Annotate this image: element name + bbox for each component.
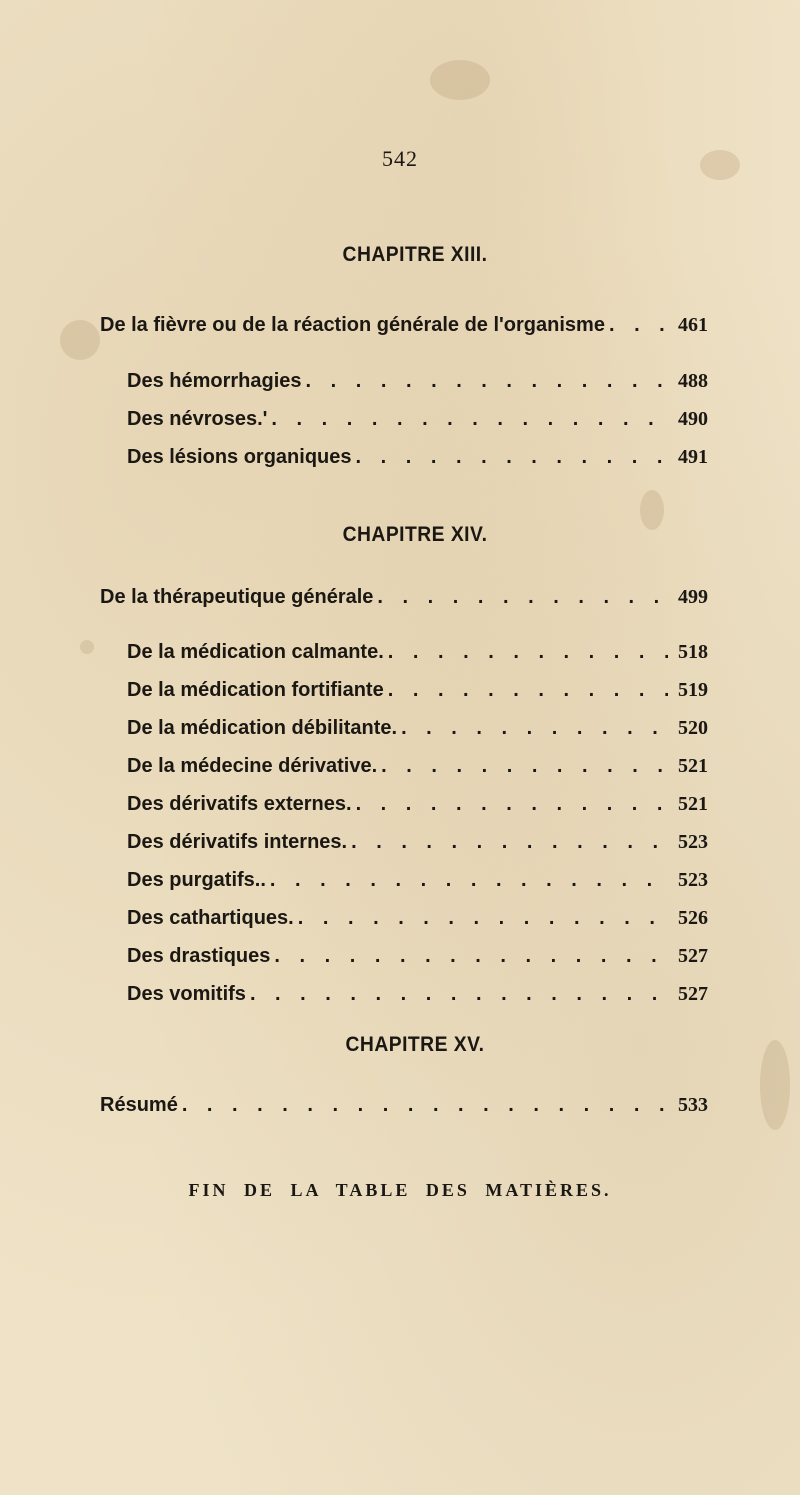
toc-entry-label: Résumé — [100, 1094, 178, 1116]
dot-leader — [267, 408, 668, 431]
toc-entry[interactable] — [127, 679, 708, 702]
dot-leader — [373, 586, 668, 609]
dot-leader — [352, 446, 668, 469]
dot-leader — [178, 1094, 668, 1117]
toc-entry-label: De la thérapeutique générale — [100, 586, 374, 608]
dot-leader — [302, 370, 668, 393]
toc-entry-page: 518 — [678, 641, 708, 663]
toc-entry-page: 533 — [678, 1094, 708, 1116]
toc-entry-label: De la médecine dérivative. — [127, 755, 378, 777]
toc-entry[interactable] — [127, 370, 708, 393]
toc-entry-page: 519 — [678, 679, 708, 701]
dot-leader — [605, 314, 668, 337]
dot-leader — [384, 679, 668, 702]
dot-leader — [266, 869, 668, 892]
dot-leader — [384, 641, 668, 664]
toc-entry-page: 521 — [678, 755, 708, 777]
toc-entry-page: 521 — [678, 793, 708, 815]
toc-entry-label: Des lésions organiques — [127, 446, 352, 468]
dot-leader — [347, 831, 668, 854]
toc-entry[interactable] — [127, 831, 708, 854]
toc-entry[interactable] — [127, 717, 708, 740]
toc-entry-label: Des dérivatifs internes. — [127, 831, 348, 853]
toc-entry-page: 491 — [678, 446, 708, 468]
toc-entry-label: De la médication calmante. — [127, 641, 384, 663]
toc-entry-page: 523 — [678, 831, 708, 853]
dot-leader — [397, 717, 668, 740]
toc-entry-page: 526 — [678, 907, 708, 929]
toc-entry[interactable] — [100, 586, 708, 609]
toc-entry[interactable] — [127, 755, 708, 778]
toc-entry-label: Des névroses.' — [127, 408, 268, 430]
toc-entry-page: 499 — [678, 586, 708, 608]
toc-entry-label: Des vomitifs — [127, 983, 246, 1005]
toc-entry-label: De la médication fortifiante — [127, 679, 384, 701]
toc-entry[interactable] — [100, 314, 708, 337]
toc-entry-label: De la médication débilitante. — [127, 717, 398, 739]
dot-leader — [377, 755, 668, 778]
toc-entry-label: Des cathartiques. — [127, 907, 294, 929]
toc-entry-page: 527 — [678, 983, 708, 1005]
toc-entry-page: 523 — [678, 869, 708, 891]
toc-entry-label: De la fièvre ou de la réaction générale de l'organisme — [100, 314, 605, 336]
toc-entry[interactable] — [127, 945, 708, 968]
toc-entry[interactable] — [127, 446, 708, 469]
toc-entry-label: Des drastiques — [127, 945, 271, 967]
toc-entry-page: 527 — [678, 945, 708, 967]
foxing-spot — [80, 640, 94, 654]
toc-entry-page: 488 — [678, 370, 708, 392]
toc-entry[interactable] — [127, 408, 708, 431]
chapter-title: CHAPITRE XV. — [345, 1033, 485, 1056]
page-number: 542 — [382, 146, 418, 171]
end-note: FIN DE LA TABLE DES MATIÈRES. — [188, 1180, 612, 1200]
dot-leader — [294, 907, 668, 930]
dot-leader — [270, 945, 668, 968]
toc-entry-page: 520 — [678, 717, 708, 739]
toc-entry-label: Des purgatifs.. — [127, 869, 266, 891]
toc-entry[interactable] — [127, 641, 708, 664]
foxing-spot — [60, 320, 100, 360]
dot-leader — [246, 983, 668, 1006]
chapter-title: CHAPITRE XIV. — [342, 523, 488, 546]
toc-entry-label: Des hémorrhagies — [127, 370, 302, 392]
toc-entry[interactable] — [127, 869, 708, 892]
toc-entry-page: 461 — [678, 314, 708, 336]
dot-leader — [352, 793, 668, 816]
toc-entry[interactable] — [127, 793, 708, 816]
toc-entry[interactable] — [100, 1094, 708, 1117]
toc-entry[interactable] — [127, 907, 708, 930]
chapter-title: CHAPITRE XIII. — [342, 243, 488, 266]
foxing-spot — [430, 60, 490, 100]
toc-entry-label: Des dérivatifs externes. — [127, 793, 352, 815]
toc-entry[interactable] — [127, 983, 708, 1006]
toc-entry-page: 490 — [678, 408, 708, 430]
